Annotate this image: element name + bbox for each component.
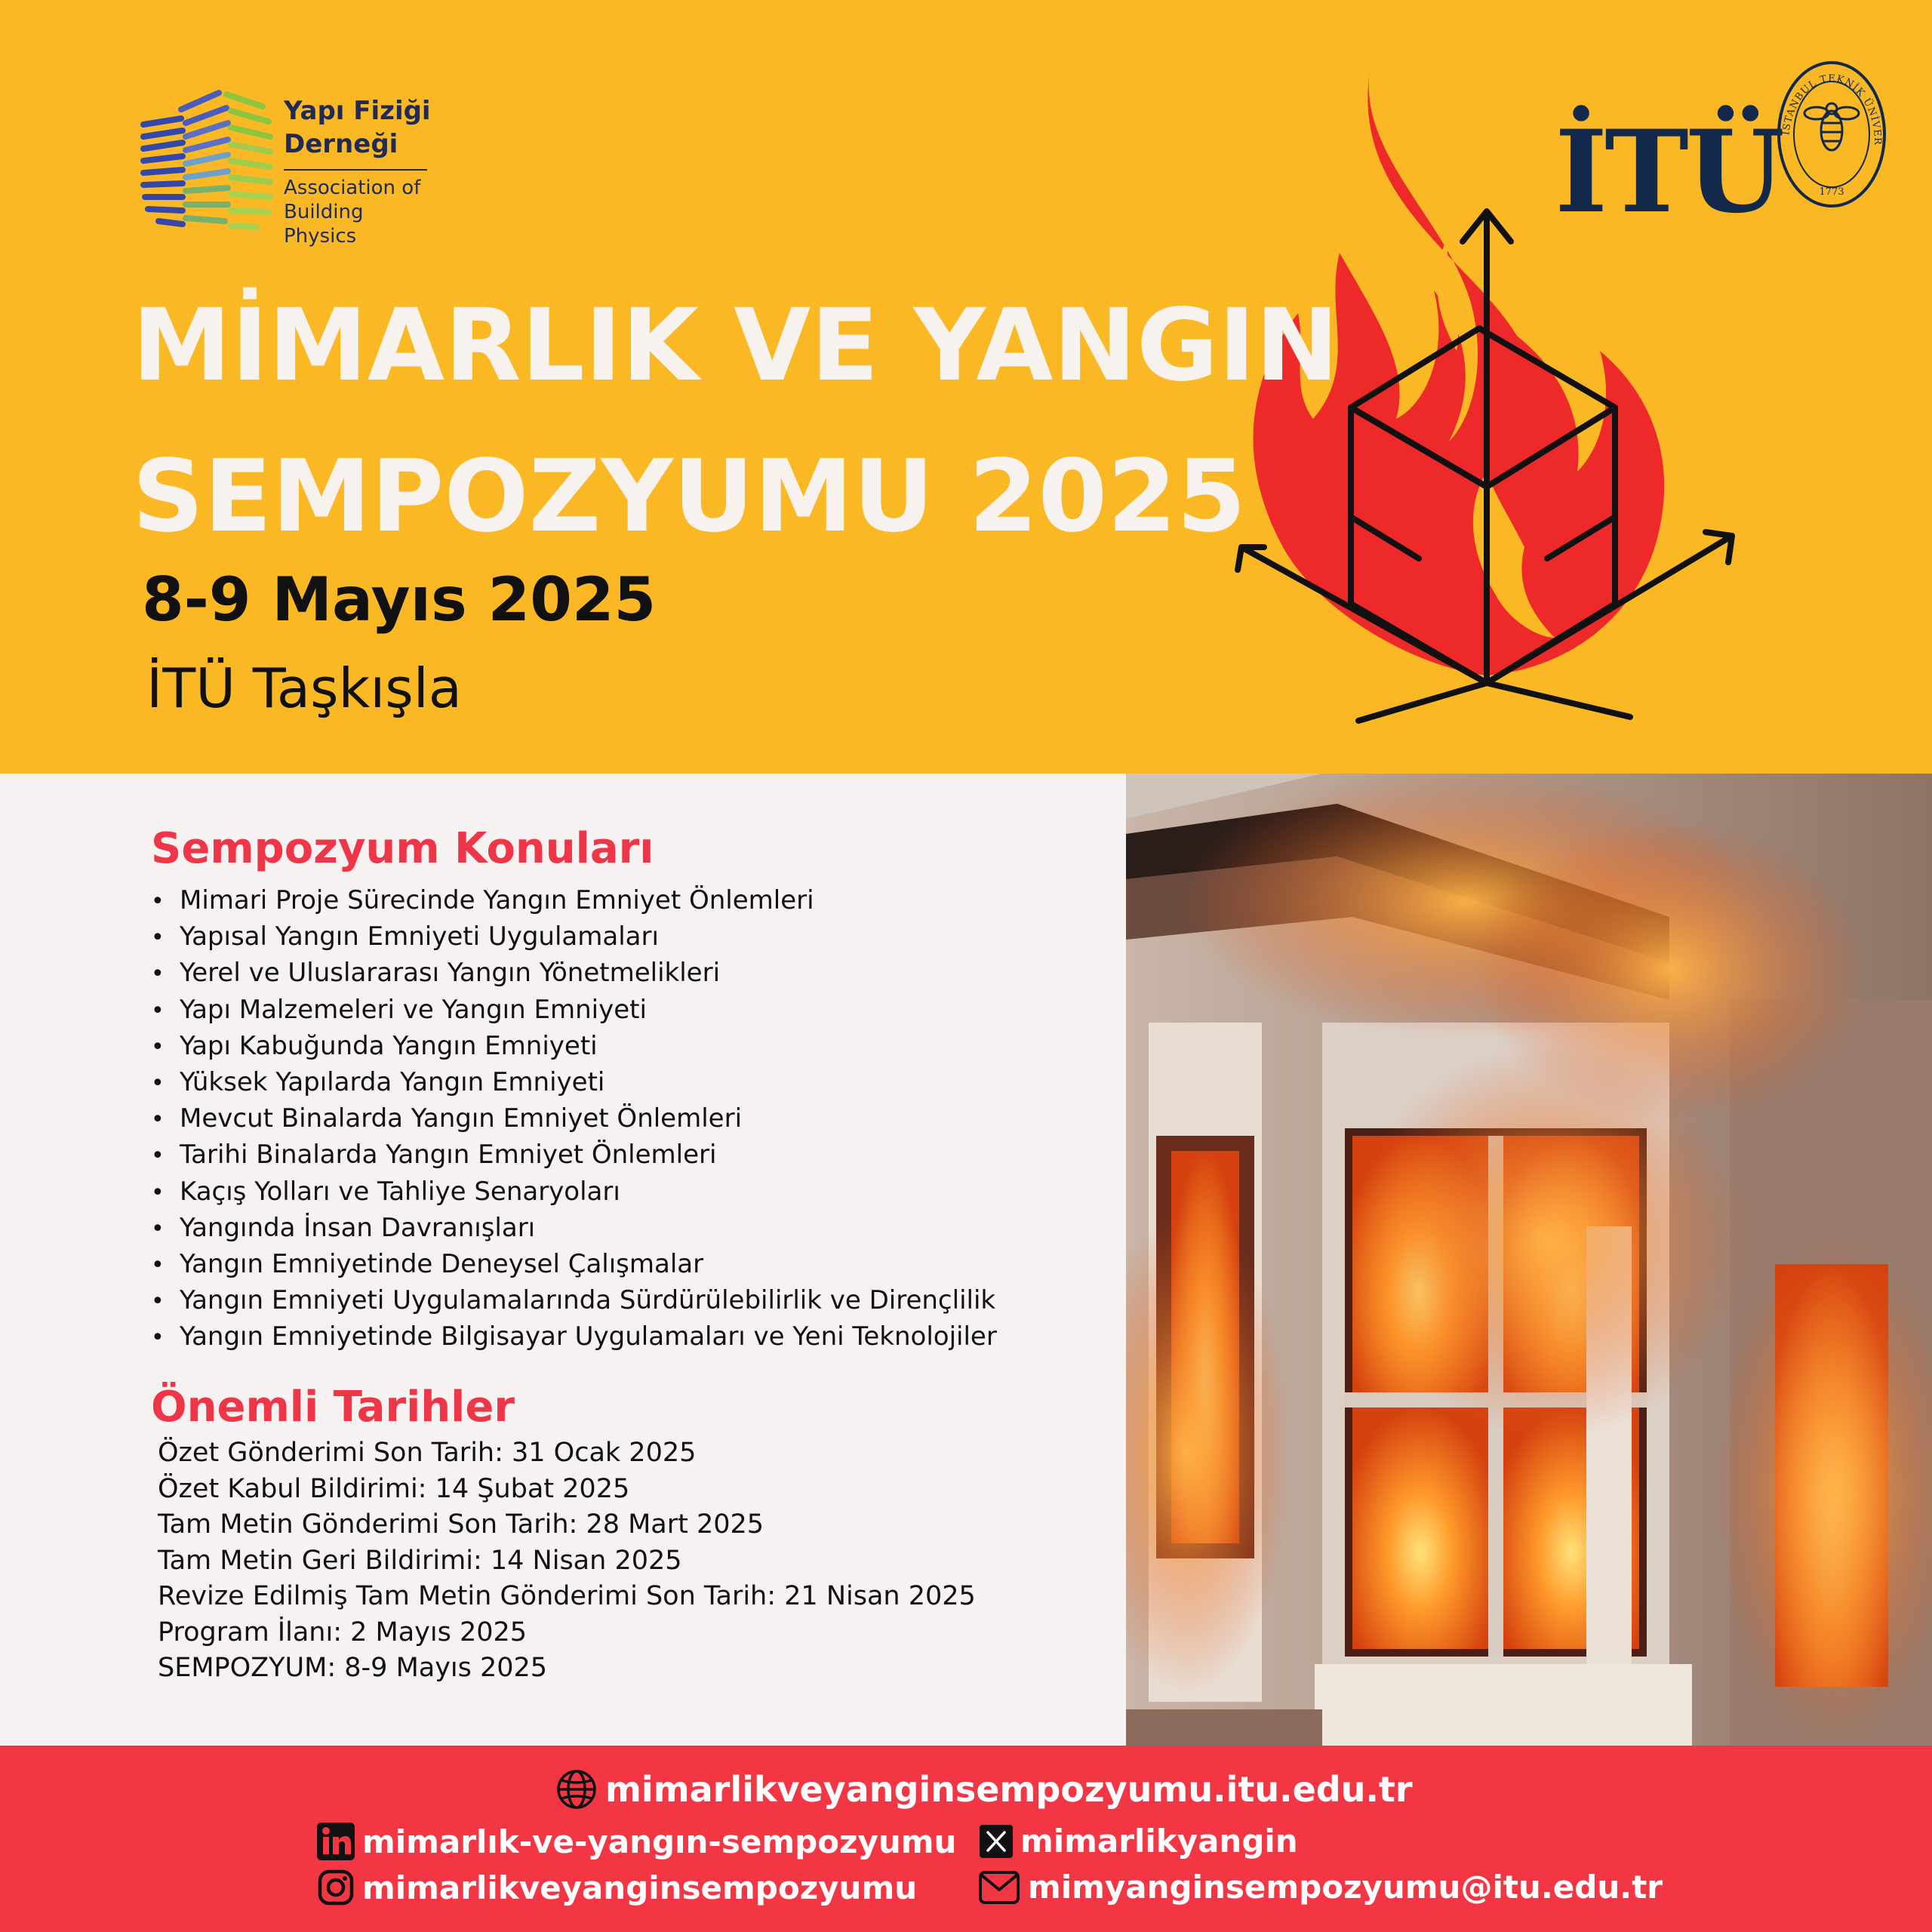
linkedin-link[interactable] [317,1823,956,1860]
linkedin-text: mimarlık-ve-yangın-sempozyumu [362,1823,957,1860]
building-physics-logo-icon [136,79,287,238]
date-item: Özet Kabul Bildirimi: 14 Şubat 2025 [158,1473,630,1504]
topic-item: • Yüksek Yapılarda Yangın Emniyeti [151,1067,605,1098]
burning-building-photo [1126,774,1932,1746]
topic-item: • Yangında İnsan Davranışları [151,1212,536,1243]
website-link[interactable] [555,1768,1413,1810]
date-item: Program İlanı: 2 Mayıs 2025 [158,1617,528,1647]
instagram-link[interactable] [317,1869,917,1906]
topic-item: • Yapı Kabuğunda Yangın Emniyeti [151,1030,598,1061]
email-link[interactable] [978,1869,1663,1906]
event-title [132,270,1339,572]
topics-list [151,883,997,1356]
topic-item: • Mimari Proje Sürecinde Yangın Emniyet Önlemleri [151,885,814,915]
topic-item: • Mevcut Binalarda Yangın Emniyet Önlemleri [151,1103,743,1134]
association-divider [284,169,427,171]
itu-wordmark: İTÜ [1555,106,1782,238]
date-item: SEMPOZYUM: 8-9 Mayıs 2025 [158,1653,548,1683]
date-item: Özet Gönderimi Son Tarih: 31 Ocak 2025 [158,1438,697,1468]
topic-item: • Tarihi Binalarda Yangın Emniyet Önlemleri [151,1140,717,1171]
topic-item: • Yerel ve Uluslararası Yangın Yönetmelikleri [151,958,721,989]
email-text: mimyanginsempozyumu@itu.edu.tr [1028,1869,1663,1906]
event-title-line-1: MİMARLIK VE YANGIN [132,288,1339,404]
x-icon [980,1825,1013,1858]
topics-heading: Sempozyum Konuları [151,824,654,873]
topic-item: • Kaçış Yolları ve Tahliye Senaryoları [151,1176,620,1207]
seal-year: 1773 [1819,186,1844,198]
instagram-icon [317,1869,355,1906]
linkedin-icon [317,1823,355,1860]
instagram-text: mimarlikveyanginsempozyumu [362,1869,918,1906]
seal-text: İSTANBUL TEKNİK ÜNİVER [1780,72,1884,146]
association-logo [136,79,438,248]
date-item: Tam Metin Geri Bildirimi: 14 Nisan 2025 [158,1545,682,1576]
x-link[interactable] [980,1823,1298,1860]
burning-building-image [1126,774,1932,1746]
dates-heading: Önemli Tarihler [151,1383,515,1432]
globe-icon [555,1768,598,1810]
association-subtitle: Association of Building Physics [284,177,421,248]
topic-item: • Yangın Emniyetinde Bilgisayar Uygulamaları ve Yeni Teknolojiler [151,1321,997,1352]
topic-item: • Yapı Malzemeleri ve Yangın Emniyeti [151,994,647,1025]
itu-seal [1775,59,1888,210]
mail-icon [978,1870,1020,1905]
date-item: Tam Metin Gönderimi Son Tarih: 28 Mart 2025 [158,1509,764,1540]
website-text: mimarlikveyanginsempozyumu.itu.edu.tr [605,1769,1413,1810]
x-text: mimarlikyangin [1020,1823,1298,1860]
event-venue: İTÜ Taşkışla [146,657,462,720]
topic-item: • Yangın Emniyetinde Deneysel Çalışmalar [151,1249,704,1280]
event-date: 8-9 Mayıs 2025 [142,565,657,635]
event-title-line-2: SEMPOZYUMU 2025 [132,438,1246,555]
topic-item: • Yangın Emniyeti Uygulamalarında Sürdürülebilirlik ve Dirençlilik [151,1285,996,1316]
association-name: Yapı Fiziği Derneği [284,96,431,159]
dates-list [158,1435,976,1687]
itu-seal-icon [1775,59,1888,210]
topic-item: • Yapısal Yangın Emniyeti Uygulamaları [151,921,659,952]
date-item: Revize Edilmiş Tam Metin Gönderimi Son Tarih: 21 Nisan 2025 [158,1581,976,1611]
